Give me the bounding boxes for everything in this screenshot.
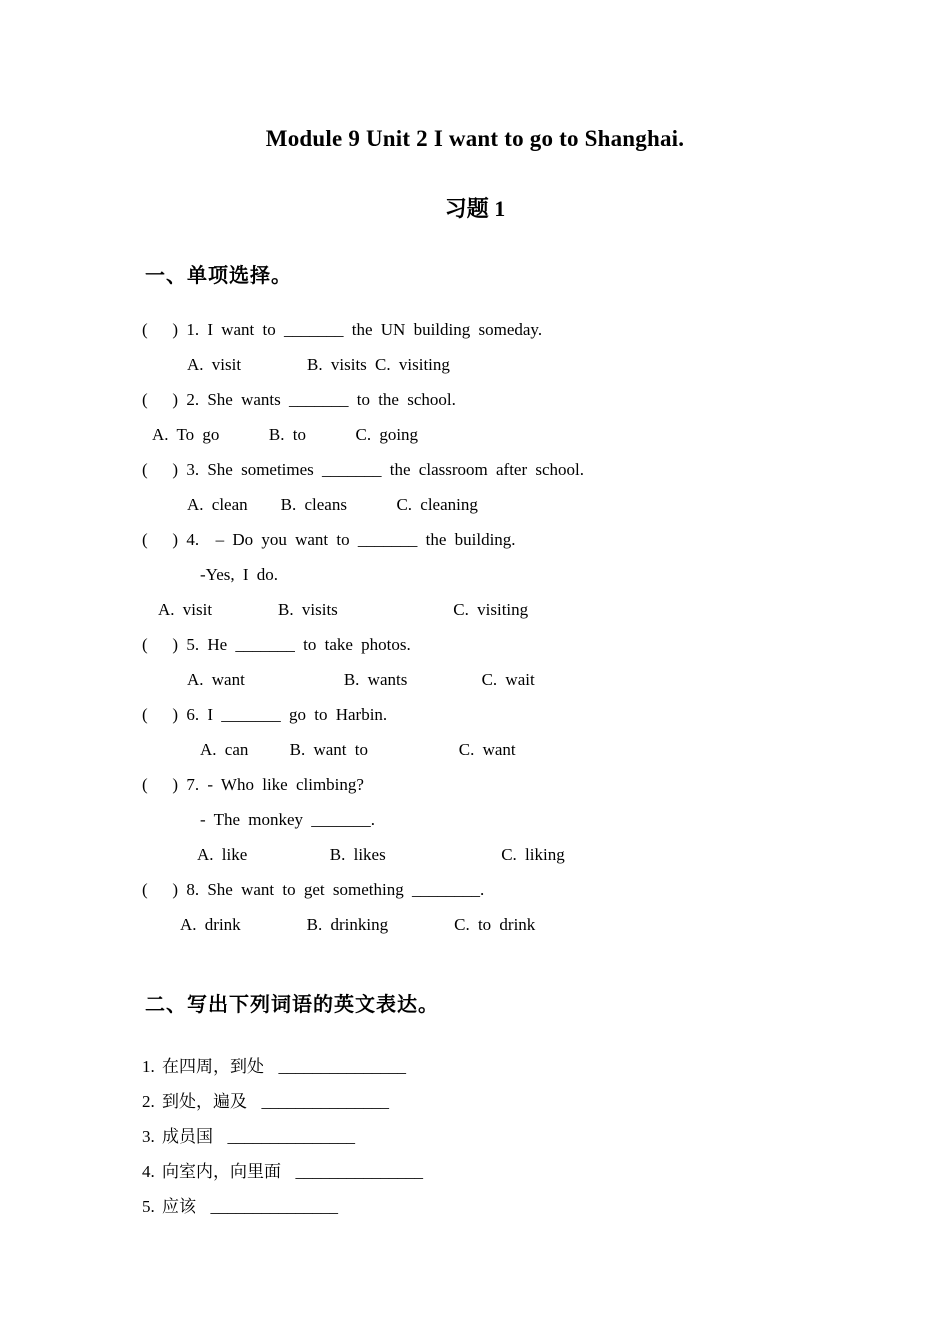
question-options: A. drink B. drinking C. to drink [180,914,536,934]
question-2 [142,382,950,452]
question-1 [142,312,950,382]
section2-heading: 二、写出下列词语的英文表达。 [145,994,439,1016]
question-options: A. visit B. visits C. visiting [187,354,450,374]
question-8 [142,872,950,942]
vocab-item-1: 1. 在四周，到处 _______________ [142,1057,406,1076]
question-stem: ( ) 6. I _______ go to Harbin. [142,704,388,724]
question-options: A. like B. likes C. liking [197,844,565,864]
question-answer-line: -Yes, I do. [200,564,279,584]
vocab-item-5: 5. 应该 _______________ [142,1197,338,1216]
question-options: A. visit B. visits C. visiting [158,599,529,619]
question-stem: ( ) 2. She wants _______ to the school. [142,389,456,409]
question-5 [142,627,950,697]
question-options: A. can B. want to C. want [200,739,516,759]
vocabulary-section [142,1047,950,1222]
multiple-choice-section [142,312,950,942]
question-stem: ( ) 7. - Who like climbing? [142,774,364,794]
question-6 [142,697,950,767]
question-stem: ( ) 1. I want to _______ the UN building someday. [142,319,543,339]
question-stem: ( ) 3. She sometimes _______ the classroom after school. [142,459,585,479]
vocab-item-3: 3. 成员国 _______________ [142,1127,355,1146]
section1-heading: 一、单项选择。 [145,265,292,287]
question-answer-line: - The monkey _______. [200,809,376,829]
question-options: A. To go B. to C. going [152,424,419,444]
question-stem: ( ) 5. He _______ to take photos. [142,634,411,654]
page-subtitle: 习题 1 [444,196,506,221]
question-options: A. clean B. cleans C. cleaning [187,494,478,514]
question-3 [142,452,950,522]
vocab-item-2: 2. 到处，遍及 _______________ [142,1092,389,1111]
page-title: Module 9 Unit 2 I want to go to Shanghai. [265,126,685,151]
question-4 [142,522,950,627]
question-options: A. want B. wants C. wait [187,669,535,689]
question-stem: ( ) 8. She want to get something ________. [142,879,485,899]
question-7 [142,767,950,872]
question-stem: ( ) 4. – Do you want to _______ the building. [142,529,516,549]
vocab-item-4: 4. 向室内，向里面 _______________ [142,1162,423,1181]
